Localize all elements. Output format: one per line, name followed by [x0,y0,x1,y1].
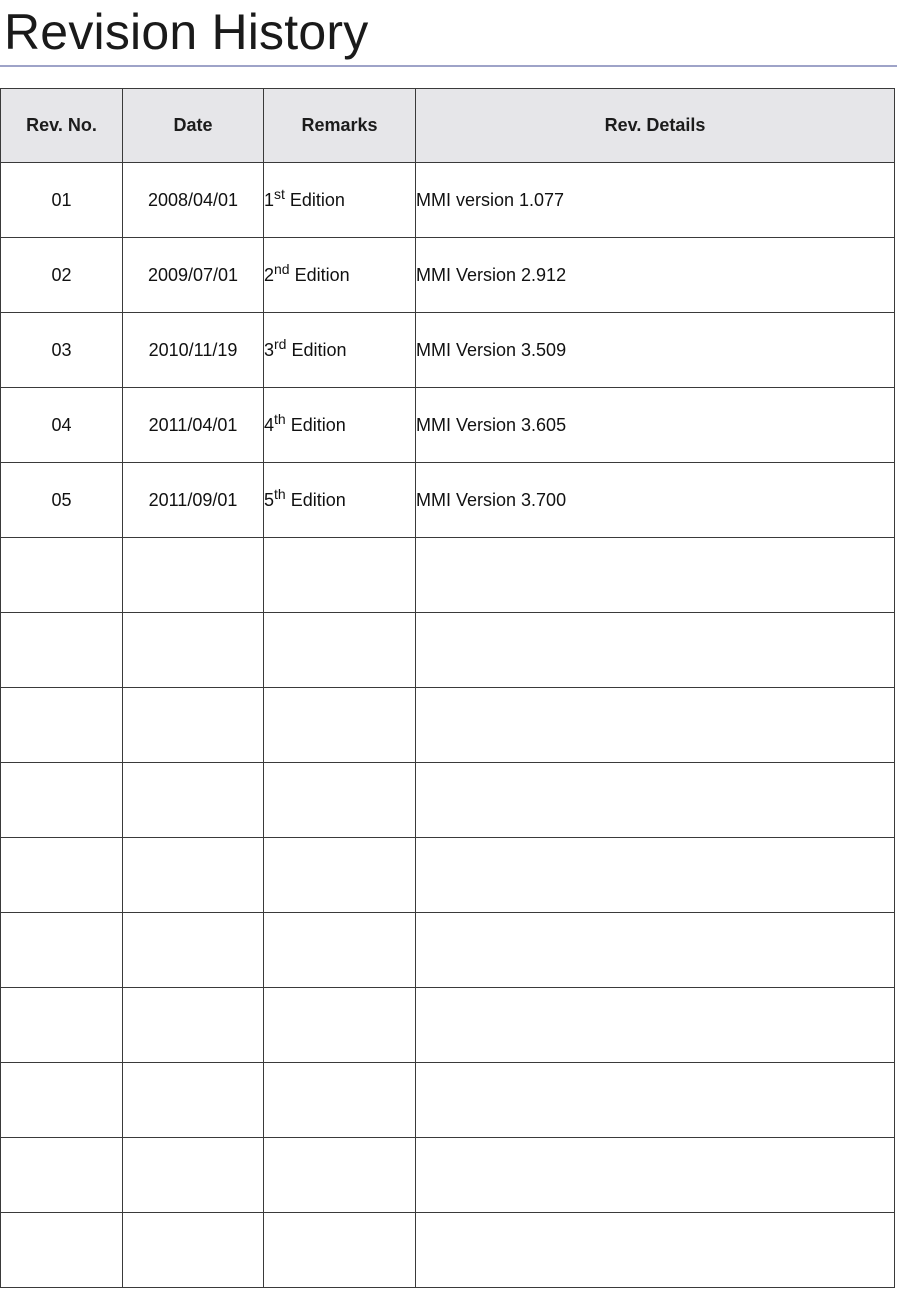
remarks-cell [264,1138,416,1213]
date-cell [123,1138,264,1213]
table-header-row [1,89,895,163]
rev-no-cell: 03 [1,313,123,388]
column-header-date: Date [123,89,264,163]
rev-no-cell [1,1138,123,1213]
remarks-cell [264,1063,416,1138]
column-header-rev-no: Rev. No. [1,89,123,163]
remarks-cell [264,613,416,688]
rev-no-cell [1,913,123,988]
remarks-ordinal-suffix: th [274,410,286,427]
rev-no-cell: 04 [1,388,123,463]
rev-details-cell: MMI Version 3.509 [416,313,895,388]
remarks-cell [264,313,416,388]
date-cell [123,613,264,688]
title-divider [0,65,897,67]
rev-no-cell [1,613,123,688]
remarks-edition-label: Edition [284,189,345,210]
rev-details-cell [416,988,895,1063]
table-row [1,1213,895,1288]
table-row [1,463,895,538]
remarks-cell [264,463,416,538]
table-row [1,163,895,238]
remarks-ordinal-suffix: nd [274,260,290,277]
remarks-edition-number: 3 [264,339,275,360]
table-row [1,388,895,463]
date-cell [123,1063,264,1138]
remarks-cell [264,763,416,838]
date-cell [123,988,264,1063]
rev-details-cell: MMI version 1.077 [416,163,895,238]
rev-details-cell: MMI Version 3.605 [416,388,895,463]
remarks-edition-number: 1 [264,189,275,210]
table-row [1,838,895,913]
table-row [1,988,895,1063]
rev-details-cell [416,913,895,988]
rev-details-cell [416,688,895,763]
rev-no-cell [1,1063,123,1138]
revision-history-table [0,88,895,1288]
date-cell [123,838,264,913]
remarks-edition-number: 4 [264,414,275,435]
rev-details-cell: MMI Version 3.700 [416,463,895,538]
remarks-cell [264,538,416,613]
rev-no-cell: 01 [1,163,123,238]
rev-details-cell [416,538,895,613]
rev-no-cell [1,838,123,913]
remarks-cell [264,388,416,463]
rev-details-cell [416,613,895,688]
rev-no-cell [1,988,123,1063]
rev-no-cell [1,1213,123,1288]
table-row [1,238,895,313]
remarks-cell [264,238,416,313]
remarks-edition-number: 5 [264,489,275,510]
column-header-remarks: Remarks [264,89,416,163]
date-cell: 2008/04/01 [123,163,264,238]
remarks-ordinal-suffix: rd [274,335,287,352]
remarks-ordinal-suffix: th [274,485,286,502]
rev-details-cell [416,763,895,838]
date-cell [123,538,264,613]
remarks-cell [264,838,416,913]
rev-details-cell [416,1138,895,1213]
date-cell: 2010/11/19 [123,313,264,388]
date-cell [123,688,264,763]
rev-no-cell [1,538,123,613]
table-row [1,538,895,613]
remarks-cell [264,688,416,763]
date-cell [123,1213,264,1288]
page-title: Revision History [4,4,369,60]
rev-no-cell [1,688,123,763]
date-cell: 2011/04/01 [123,388,264,463]
remarks-edition-label: Edition [285,489,346,510]
date-cell [123,913,264,988]
remarks-ordinal-suffix: st [274,185,285,202]
column-header-rev-details: Rev. Details [416,89,895,163]
remarks-cell [264,988,416,1063]
table-row [1,1138,895,1213]
remarks-cell [264,1213,416,1288]
table-row [1,613,895,688]
rev-details-cell: MMI Version 2.912 [416,238,895,313]
table-row [1,313,895,388]
date-cell: 2009/07/01 [123,238,264,313]
rev-details-cell [416,1213,895,1288]
rev-no-cell [1,763,123,838]
remarks-edition-label: Edition [289,264,350,285]
rev-details-cell [416,838,895,913]
date-cell: 2011/09/01 [123,463,264,538]
rev-no-cell: 05 [1,463,123,538]
table-row [1,1063,895,1138]
rev-details-cell [416,1063,895,1138]
rev-no-cell: 02 [1,238,123,313]
remarks-edition-number: 2 [264,264,275,285]
table-row [1,913,895,988]
date-cell [123,763,264,838]
remarks-edition-label: Edition [286,339,347,360]
remarks-cell [264,913,416,988]
table-row [1,763,895,838]
remarks-edition-label: Edition [285,414,346,435]
remarks-cell [264,163,416,238]
table-row [1,688,895,763]
